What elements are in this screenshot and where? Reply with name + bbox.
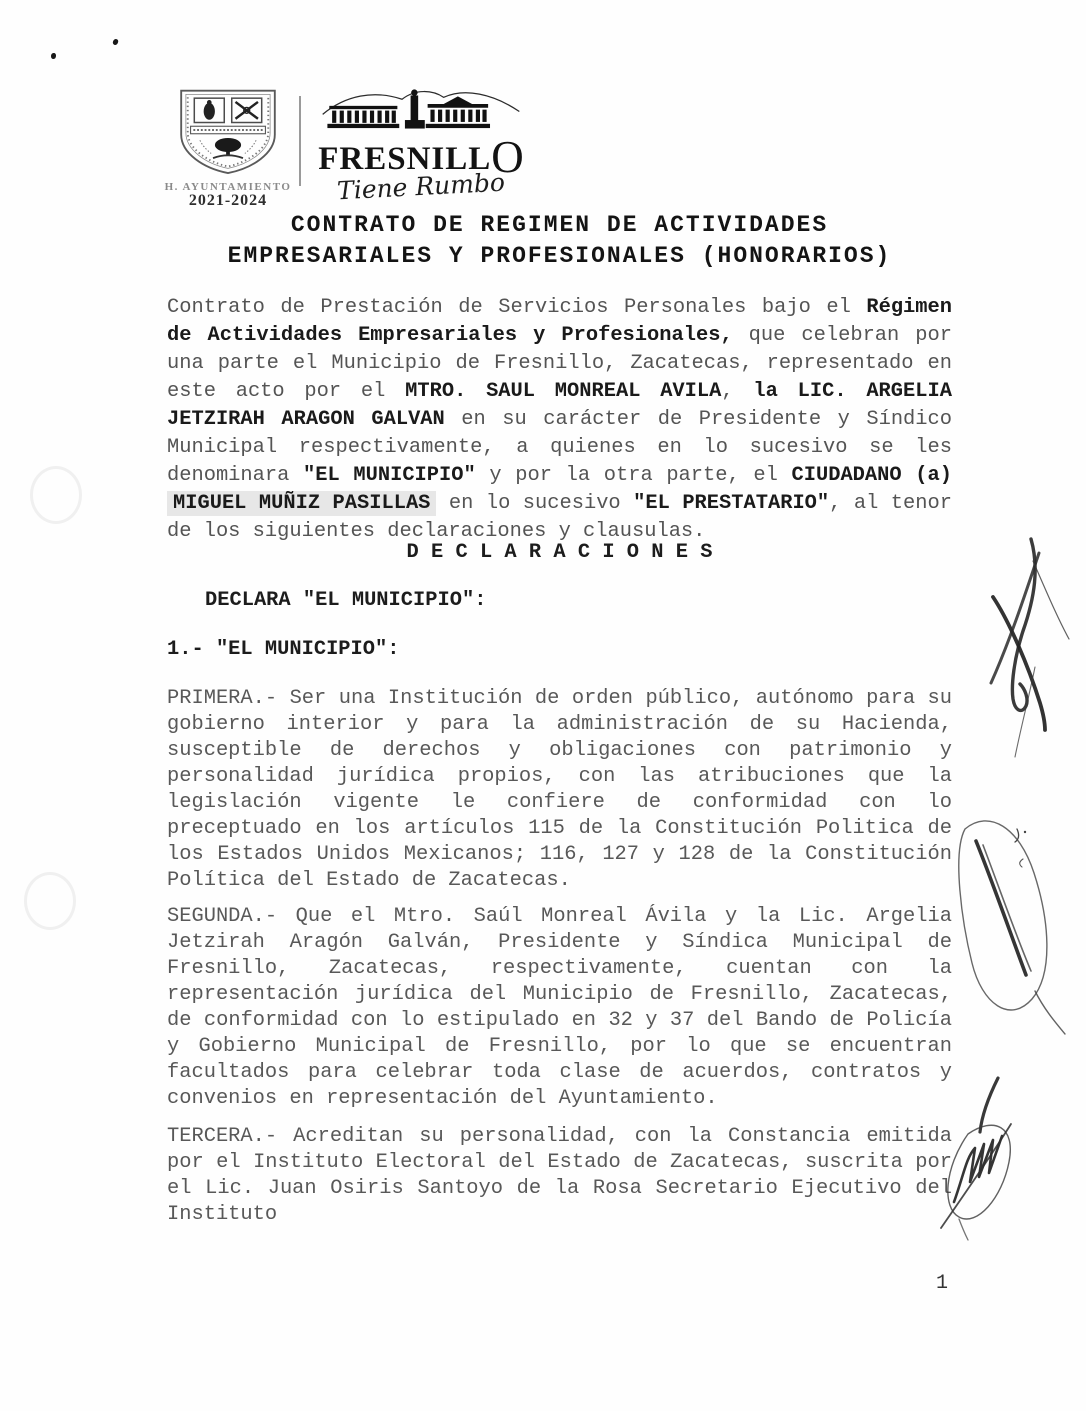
brand-tagline: Tiene Rumbo xyxy=(336,167,506,206)
hole-punch-mark xyxy=(30,466,82,524)
clause-one-heading: 1.- "EL MUNICIPIO": xyxy=(167,638,400,661)
document-title-line1: CONTRATO DE REGIMEN DE ACTIVIDADES xyxy=(290,212,829,238)
document-title xyxy=(167,210,952,272)
text-column xyxy=(167,0,952,1411)
crest-years: 2021-2024 xyxy=(188,192,268,209)
signature-scribble-1 xyxy=(983,535,1075,763)
signature-scribble-2 xyxy=(943,813,1075,1041)
declaraciones-heading: D E C L A R A C I O N E S xyxy=(406,541,713,564)
hole-punch-mark xyxy=(24,872,76,930)
document-title-line2: EMPRESARIALES Y PROFESIONALES (HONORARIOS) xyxy=(227,243,892,269)
intro-paragraph: Contrato de Prestación de Servicios Personales bajo el Régimen de Actividades Empresariales y Profesionales, que celebran por una parte el Municipio de Fresnillo, Zacatecas, representado en este acto por el MTRO. SAUL MONREAL AVILA, la LIC. ARGELIA JETZIRAH ARAGON GALVAN en su carácter de Presidente y Síndico Municipal respectivamente, a quienes en lo sucesivo se les denominara "EL MUNICIPIO" y por la otra parte, el CIUDADANO (a) MIGUEL MUÑIZ PASILLAS en lo sucesivo "EL PRESTATARIO", al tenor de los siguientes declaraciones y clausulas. xyxy=(167,296,953,543)
declara-municipio-heading: DECLARA "EL MUNICIPIO": xyxy=(205,589,487,612)
crest-caption: H. AYUNTAMIENTO xyxy=(164,181,292,193)
clause-segunda-paragraph: SEGUNDA.- Que el Mtro. Saúl Monreal Ávila y la Lic. Argelia Jetzirah Aragón Galván, Presidente y Síndica Municipal de Fresnillo, Zacatecas, respectivamente, cuentan con la representación jurídica del Municipio de Fresnillo, Zacatecas, de conformidad con lo estipulado en 32 y 37 del Bando de Policía y Gobierno Municipal de Fresnillo, por lo que se encuentran facultados para celebrar toda clase de acuerdos, contratos y convenios en representación del Ayuntamiento. xyxy=(167,905,952,1110)
clause-primera-paragraph: PRIMERA.- Ser una Institución de orden público, autónomo para su gobierno interior y para la administración de su Hacienda, susceptible de derechos y obligaciones con patrimonio y personalidad jurídica propios, con las atribuciones que la legislación vigente le confiere de conformidad con lo preceptuado en los artículos 115 de la Constitución Politica de los Estados Unidos Mexicanos; 116, 127 y 128 de la Constitución Política del Estado de Zacatecas. xyxy=(167,687,952,892)
signature-scribble-3 xyxy=(936,1076,1038,1264)
clause-tercera-paragraph: TERCERA.- Acreditan su personalidad, con la Constancia emitida por el Instituto Electoral del Estado de Zacatecas, suscrita por el Lic. Juan Osiris Santoyo de la Rosa Secretario Ejecutivo del Instituto xyxy=(167,1125,952,1226)
brand-final-o: O xyxy=(491,132,524,182)
page-number: 1 xyxy=(936,1272,949,1295)
brand-name: FRESNILLO xyxy=(318,132,524,182)
